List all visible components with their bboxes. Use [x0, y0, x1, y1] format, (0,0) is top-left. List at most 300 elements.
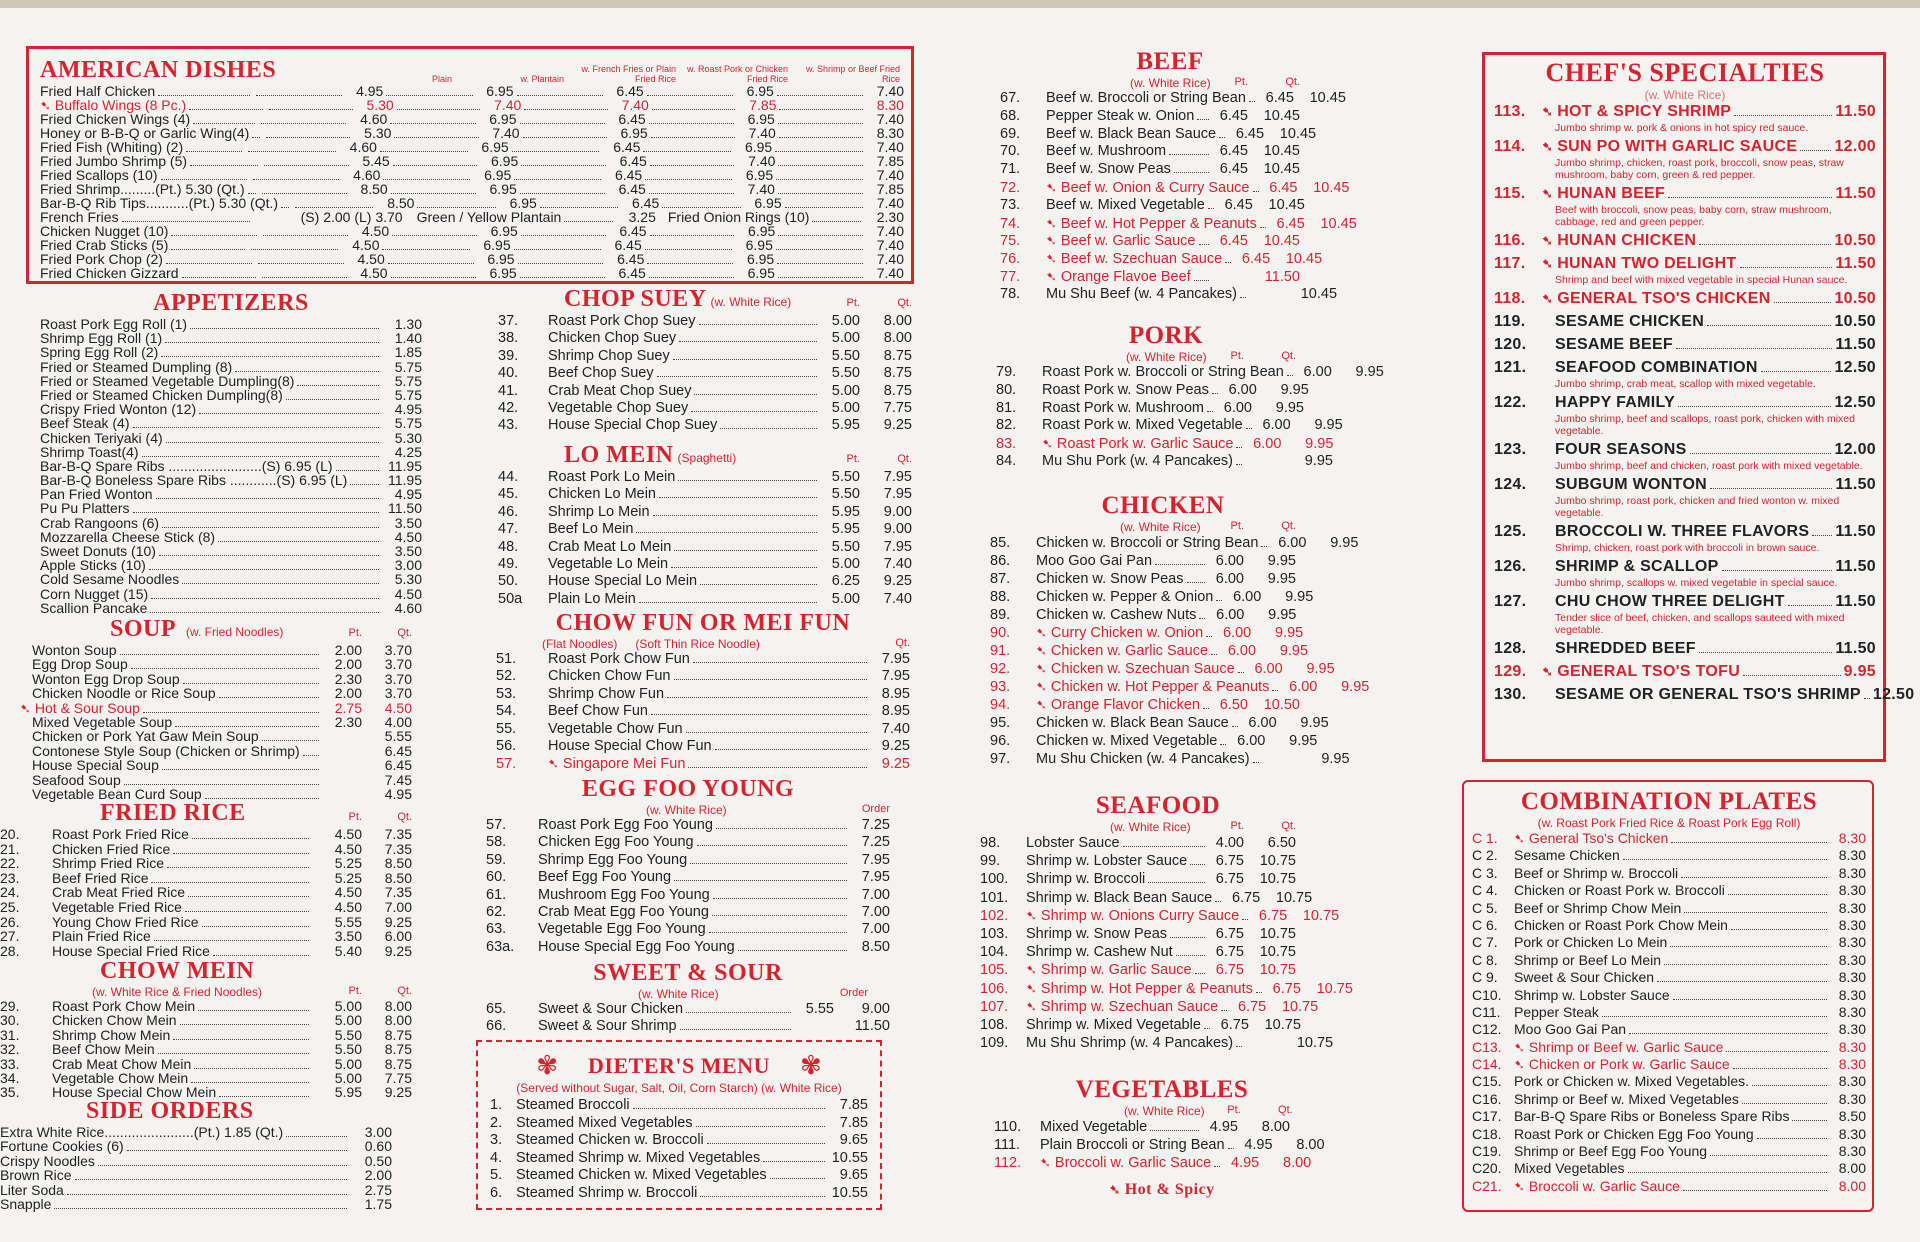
- item-price: 7.00: [384, 898, 412, 915]
- item-name: Bar-B-Q Spare Ribs or Boneless Spare Ribs: [1514, 1108, 1790, 1125]
- item-name: HUNAN BEEF: [1557, 185, 1666, 202]
- item-price: 6.95: [509, 195, 537, 211]
- column-header: Pt.: [1230, 520, 1244, 532]
- hot-spicy-icon: ➷: [1542, 139, 1554, 154]
- item-price: 6.45: [618, 181, 646, 197]
- column-header: Pt.: [1230, 350, 1244, 362]
- menu-item: [40, 238, 904, 252]
- item-number: 113.: [1494, 103, 1526, 120]
- item-name: Crab Meat Egg Foo Young: [538, 903, 709, 920]
- menu-item: [0, 944, 412, 959]
- menu-item: [980, 925, 1296, 943]
- item-price: 6.00: [1233, 589, 1262, 605]
- menu-item: [486, 887, 890, 904]
- item-price: 6.95: [747, 111, 775, 127]
- item-number: C 8.: [1472, 951, 1498, 968]
- item-leader: [1256, 992, 1262, 993]
- menu-item: [980, 961, 1296, 979]
- menu-item: [990, 714, 1329, 732]
- menu-item: [996, 417, 1343, 435]
- item-leader: [252, 137, 260, 138]
- menu-item: [980, 980, 1353, 998]
- item-price: 9.65: [839, 1132, 868, 1149]
- menu-item: [990, 678, 1370, 696]
- item-leader: [261, 123, 346, 124]
- item-leader: [183, 683, 319, 684]
- item-leader: [383, 179, 470, 180]
- item-name: Beef Chow Fun: [548, 703, 648, 720]
- section-subtitle: (Spaghetti): [677, 451, 737, 465]
- menu-item: [20, 643, 412, 657]
- item-price: 7.40: [876, 167, 905, 183]
- item-name: Mu Shu Pork (w. 4 Pancakes): [1042, 452, 1233, 469]
- item-leader: [258, 263, 344, 264]
- menu-item: [0, 1071, 412, 1085]
- item-leader: [218, 541, 379, 542]
- item-leader: [1123, 846, 1205, 847]
- section-title: FRIED RICE: [100, 800, 246, 826]
- menu-item: [0, 1183, 392, 1197]
- item-leader: [391, 277, 476, 278]
- item-leader: [1221, 1010, 1227, 1011]
- item-price: 6.00: [1254, 661, 1283, 677]
- item-number: 32.: [0, 1041, 20, 1058]
- item-leader: [1733, 1068, 1827, 1069]
- item-leader: [256, 95, 342, 96]
- item-price: 4.50: [360, 265, 388, 281]
- item-leader: [297, 385, 379, 386]
- item-number: 52.: [496, 668, 517, 685]
- item-leader: [779, 137, 863, 138]
- item-price: 12.00: [1834, 441, 1876, 458]
- item-price: 7.75: [883, 399, 912, 416]
- item-name: Beef Chop Suey: [548, 365, 654, 382]
- item-leader: [1240, 297, 1246, 298]
- item-number: 54.: [496, 703, 517, 720]
- item-number: 90.: [990, 625, 1011, 641]
- menu-item: [20, 715, 412, 729]
- item-price: 3.70: [384, 670, 412, 687]
- item-price: 7.95: [881, 651, 910, 667]
- item-name: Roast Pork w. Mixed Vegetable: [1042, 417, 1243, 434]
- column-header: Pt.: [846, 297, 860, 309]
- item-number: 71.: [1000, 161, 1021, 178]
- hot-spicy-icon: ➷: [1542, 233, 1554, 248]
- item-leader: [390, 123, 475, 124]
- menu-item: [996, 435, 1334, 453]
- item-price: 10.45: [1279, 125, 1317, 142]
- item-leader: [1710, 488, 1832, 489]
- section-title: CHOW MEIN: [100, 958, 255, 984]
- item-leader: [674, 679, 868, 680]
- item-price: 9.00: [883, 503, 912, 520]
- american-header-row: [40, 50, 904, 84]
- item-number: 107.: [980, 998, 1009, 1015]
- item-name: Moo Goo Gai Pan: [1514, 1021, 1627, 1038]
- item-name: Steamed Broccoli: [516, 1097, 630, 1113]
- item-leader: [652, 109, 736, 110]
- item-price: 5.30: [394, 571, 422, 588]
- item-leader: [520, 193, 605, 194]
- hot-spicy-icon: ➷: [20, 700, 31, 716]
- item-leader: [649, 277, 734, 278]
- item-number: 73.: [1000, 196, 1021, 213]
- item-name: Young Chow Fried Rice: [52, 913, 199, 930]
- item-leader: [286, 399, 379, 400]
- item-price: 4.50: [394, 585, 422, 602]
- item-number: 78.: [1000, 285, 1021, 302]
- item-leader: [397, 109, 481, 110]
- item-price: 10.50: [1834, 232, 1876, 249]
- column-headers: [1208, 520, 1296, 534]
- item-leader: [213, 955, 309, 956]
- item-name: Shrimp Egg Foo Young: [538, 851, 688, 868]
- item-leader: [633, 1108, 825, 1109]
- item-number: 38.: [498, 330, 519, 347]
- chow-fun-section: [496, 610, 910, 773]
- menu-item: [1000, 232, 1300, 250]
- menu-item: [20, 729, 412, 743]
- item-leader: [1194, 280, 1209, 281]
- menu-item: [990, 552, 1296, 570]
- item-leader: [205, 798, 319, 799]
- item-leader: [518, 263, 604, 264]
- section-subtitle: (w. White Rice & Fried Noodles): [92, 985, 263, 999]
- item-leader: [1148, 882, 1205, 883]
- item-number: 48.: [498, 538, 519, 555]
- menu-item: [1472, 1073, 1866, 1090]
- item-number: 24.: [0, 884, 20, 901]
- item-price: 6.95: [489, 111, 517, 127]
- item-price: 7.35: [384, 826, 412, 842]
- soup-title-row: [20, 616, 412, 643]
- item-number: 53.: [496, 685, 517, 702]
- section-title: CHEF'S SPECIALTIES: [1545, 58, 1825, 87]
- item-leader: [151, 598, 379, 599]
- item-leader: [167, 867, 309, 868]
- menu-item: [1472, 917, 1866, 934]
- item-name: Shrimp w. Black Bean Sauce: [1026, 889, 1213, 906]
- column-header: Qt.: [897, 453, 912, 465]
- item-leader: [67, 1194, 347, 1195]
- item-price: 8.75: [384, 1026, 412, 1043]
- hot-spicy-icon: ➷: [1036, 625, 1047, 640]
- item-name: Vegetable Chow Fun: [548, 720, 683, 737]
- item-name: French Fries: [40, 209, 119, 225]
- item-price: 11.50: [1835, 558, 1876, 575]
- section-subtitle: (w. White Rice): [1120, 520, 1201, 534]
- item-name: General Tso's Chicken: [1528, 830, 1669, 846]
- menu-item: [40, 416, 422, 430]
- item-price: 8.00: [1283, 1155, 1312, 1172]
- column-header: Qt.: [397, 627, 412, 639]
- item-price: 6.45: [384, 757, 412, 774]
- item-price: 7.40: [621, 97, 649, 113]
- item-name: Sweet & Sour Chicken: [538, 1001, 684, 1017]
- item-price: 7.40: [876, 265, 904, 281]
- item-number: 117.: [1494, 255, 1526, 272]
- item-number: 60.: [486, 869, 507, 886]
- item-price: 6.75: [1220, 1016, 1249, 1033]
- item-price: 6.45: [1219, 233, 1248, 250]
- item-price: 7.35: [384, 884, 412, 901]
- item-leader: [1195, 973, 1205, 974]
- item-number: 84.: [996, 452, 1017, 469]
- item-name: Chicken Lo Mein: [548, 486, 656, 503]
- item-number: 61.: [486, 886, 507, 903]
- item-name: Crab Rangoons (6): [40, 514, 160, 531]
- item-price: 7.40: [748, 153, 776, 169]
- dieters-menu-section: [476, 1040, 882, 1210]
- item-price: 6.00: [384, 928, 412, 945]
- menu-item: [1494, 662, 1876, 682]
- side-orders-section: [0, 1098, 392, 1211]
- item-price: 4.50: [357, 251, 385, 267]
- item-leader: [647, 263, 733, 264]
- menu-item: [490, 1167, 868, 1185]
- item-name: Chicken Chow Fun: [548, 668, 671, 685]
- item-price: 5.55: [384, 728, 412, 745]
- menu-item: [0, 1042, 412, 1056]
- item-leader: [1681, 877, 1827, 878]
- menu-item: [1494, 184, 1876, 204]
- sub-row: [994, 1104, 1293, 1118]
- item-price: 8.30: [1838, 1056, 1866, 1073]
- item-price: 7.95: [883, 486, 912, 503]
- item-leader: [173, 1039, 309, 1040]
- menu-item: [40, 140, 904, 154]
- item-leader: [715, 749, 867, 750]
- item-price: 6.75: [1215, 944, 1244, 961]
- section-title: CHOW FUN OR MEI FUN: [555, 610, 851, 636]
- item-price: 6.45: [1276, 215, 1305, 232]
- item-price: 6.45: [613, 139, 641, 155]
- item-price: 8.30: [1838, 899, 1866, 916]
- item-name: Sweet Donuts (10): [40, 543, 156, 559]
- menu-item: [996, 452, 1333, 471]
- menu-item: [0, 827, 412, 842]
- item-number: 105.: [980, 962, 1009, 979]
- item-name: Crab Meat Chow Mein: [52, 1055, 192, 1072]
- item-price: 5.95: [831, 503, 860, 520]
- menu-item: [1000, 196, 1305, 215]
- item-name: BROCCOLI W. THREE FLAVORS: [1555, 523, 1810, 540]
- item-price: 11.50: [1835, 336, 1876, 353]
- item-price: 10.45: [1309, 90, 1346, 106]
- section-title: BEEF: [1136, 48, 1204, 75]
- item-price: 9.95: [1341, 679, 1370, 695]
- menu-item: [490, 1185, 868, 1203]
- item-price: 5.50: [334, 1041, 362, 1058]
- menu-item: [1494, 137, 1876, 157]
- item-number: 91.: [990, 643, 1011, 659]
- item-leader: [778, 193, 863, 194]
- item-price: 9.95: [1267, 571, 1296, 587]
- item-number: C 2.: [1472, 847, 1498, 864]
- item-price: 7.40: [876, 223, 904, 239]
- column-header: Pt.: [348, 811, 362, 823]
- item-name: Shrimp Chow Fun: [548, 685, 665, 702]
- item-price: 9.00: [861, 1001, 890, 1017]
- menu-item: [1472, 1039, 1866, 1056]
- menu-item: [990, 696, 1300, 714]
- item-number: 114.: [1494, 138, 1526, 155]
- item-price: 6.45: [619, 153, 647, 169]
- item-leader: [1792, 1120, 1827, 1121]
- item-leader: [1215, 901, 1221, 902]
- hot-spicy-icon: ➷: [548, 756, 559, 772]
- menu-item: [1000, 285, 1338, 304]
- item-price: 6.95: [486, 83, 514, 99]
- hot-spicy-icon: ➷: [1542, 256, 1554, 271]
- item-price: 7.40: [876, 251, 904, 267]
- item-price: 6.75: [1215, 871, 1244, 888]
- item-number: 4.: [490, 1149, 503, 1166]
- menu-item: [0, 999, 412, 1013]
- item-name: Roast Pork or Chicken Egg Foo Young: [1514, 1125, 1754, 1142]
- item-name: Beef Fried Rice: [52, 869, 149, 886]
- item-name: Shrimp w. Lobster Sauce: [1514, 986, 1670, 1003]
- item-leader: [158, 1053, 309, 1054]
- item-price: 10.50: [1834, 290, 1876, 307]
- item-price: 5.00: [831, 313, 860, 329]
- item-leader: [161, 356, 379, 357]
- item-number: 26.: [0, 913, 20, 930]
- menu-item: [20, 773, 412, 787]
- item-number: 33.: [0, 1055, 20, 1072]
- item-leader: [709, 932, 847, 933]
- menu-item: [980, 998, 1319, 1016]
- item-leader: [171, 249, 245, 250]
- item-price: 8.00: [1838, 1177, 1866, 1194]
- item-name: Roast Pork Chow Fun: [548, 651, 690, 667]
- item-name: Plain Broccoli or String Bean: [1040, 1137, 1225, 1154]
- item-price: 6.75: [1272, 980, 1301, 997]
- item-number: C20.: [1472, 1160, 1502, 1177]
- item-name: Steamed Chicken w. Broccoli: [516, 1132, 704, 1149]
- item-name: Chicken Chop Suey: [548, 330, 677, 347]
- menu-item: [0, 842, 412, 857]
- section-subtitle: (w. White Rice): [710, 295, 792, 309]
- menu-item: [486, 869, 890, 886]
- menu-item: [20, 672, 412, 686]
- item-number: 27.: [0, 928, 20, 945]
- item-leader: [120, 654, 319, 655]
- item-leader: [180, 1024, 310, 1025]
- menu-item: [0, 900, 412, 915]
- item-price: 10.75: [1316, 980, 1353, 997]
- item-price: 8.00: [883, 330, 912, 347]
- menu-item: [990, 570, 1296, 588]
- menu-item: [490, 1150, 868, 1168]
- item-leader: [697, 845, 847, 846]
- item-price: 4.60: [353, 167, 381, 183]
- item-price: 10.75: [1281, 998, 1319, 1015]
- column-header: Pt.: [1230, 820, 1244, 832]
- item-number: 115.: [1494, 185, 1526, 202]
- menu-item: [990, 588, 1314, 606]
- item-price: 6.00: [1278, 535, 1307, 551]
- item-price: 4.25: [394, 443, 422, 460]
- item-price: 8.00: [883, 313, 912, 329]
- menu-item: [0, 885, 412, 900]
- dieter-title-row: [490, 1050, 868, 1081]
- item-number: 127.: [1494, 593, 1527, 610]
- item-price: 8.30: [1838, 1038, 1866, 1055]
- item-leader: [700, 584, 817, 585]
- hot-spicy-icon: ➷: [1040, 1155, 1051, 1171]
- menu-item: [1472, 969, 1866, 986]
- title-group: [564, 442, 736, 469]
- item-leader: [1774, 302, 1832, 303]
- item-leader: [143, 712, 319, 713]
- menu-item: [1000, 125, 1317, 144]
- menu-item: [498, 400, 912, 417]
- item-name: Shrimp w. Onions Curry Sauce: [1040, 907, 1240, 924]
- item-price: 8.00: [384, 1012, 412, 1029]
- sub-row: [1000, 76, 1300, 90]
- dancer-icon: ✾: [799, 1050, 822, 1080]
- item-name: SEAFOOD COMBINATION: [1555, 359, 1758, 376]
- item-price: 4.95: [356, 83, 384, 99]
- item-description: Jumbo shrimp w. pork & onions in hot spicy red sauce.: [1555, 122, 1809, 134]
- item-price: 6.45: [1241, 251, 1271, 268]
- item-number: 44.: [498, 469, 519, 485]
- item-price: 9.95: [1289, 733, 1318, 749]
- item-leader: [394, 137, 478, 138]
- item-price: 8.30: [1838, 986, 1866, 1003]
- item-price: 5.75: [394, 358, 422, 375]
- item-name: Mu Shu Chicken (w. 4 Pancakes): [1036, 751, 1250, 767]
- item-number: 77.: [1000, 268, 1021, 285]
- item-price: 3.50: [394, 543, 422, 559]
- item-leader: [162, 769, 319, 770]
- menu-item: [0, 1013, 412, 1027]
- item-price: 7.40: [883, 590, 912, 607]
- menu-item: [20, 657, 412, 671]
- item-number: 62.: [486, 903, 507, 920]
- menu-item: [40, 317, 422, 331]
- menu-item: [1494, 254, 1876, 274]
- item-price: 8.00: [1296, 1137, 1325, 1154]
- section-subtitle: (w. White Rice): [1130, 76, 1211, 90]
- item-name: Vegetable Bean Curd Soup: [32, 785, 202, 802]
- item-name: Shrimp Egg Roll (1): [40, 330, 163, 347]
- menu-item: [1472, 1091, 1866, 1108]
- item-name: Shrimp w. Hot Pepper & Peanuts: [1040, 980, 1253, 997]
- item-price: 11.50: [1835, 523, 1876, 540]
- item-number: 92.: [990, 661, 1011, 677]
- item-name: Wonton Egg Drop Soup: [32, 670, 180, 687]
- item-price: 7.25: [861, 817, 890, 833]
- hot-spicy-icon: ➷: [40, 98, 51, 113]
- item-name: Plain Lo Mein: [548, 590, 636, 607]
- item-number: 29.: [0, 998, 20, 1014]
- item-price: 3.25: [628, 209, 656, 225]
- title-row: [498, 442, 912, 469]
- item-name: Spring Egg Roll (2): [40, 344, 159, 361]
- item-number: C 7.: [1472, 934, 1498, 951]
- item-price: 8.75: [883, 365, 912, 382]
- item-name: Fried Half Chicken: [40, 83, 156, 99]
- item-leader: [690, 863, 847, 864]
- menu-item: [1494, 522, 1876, 542]
- item-price: 7.40: [876, 111, 905, 127]
- menu-item: [40, 572, 422, 586]
- item-price: 8.75: [883, 382, 912, 399]
- item-number: 110.: [994, 1119, 1022, 1135]
- item-description: Shrimp and beef with mixed vegetable in special Hunan sauce.: [1555, 274, 1848, 286]
